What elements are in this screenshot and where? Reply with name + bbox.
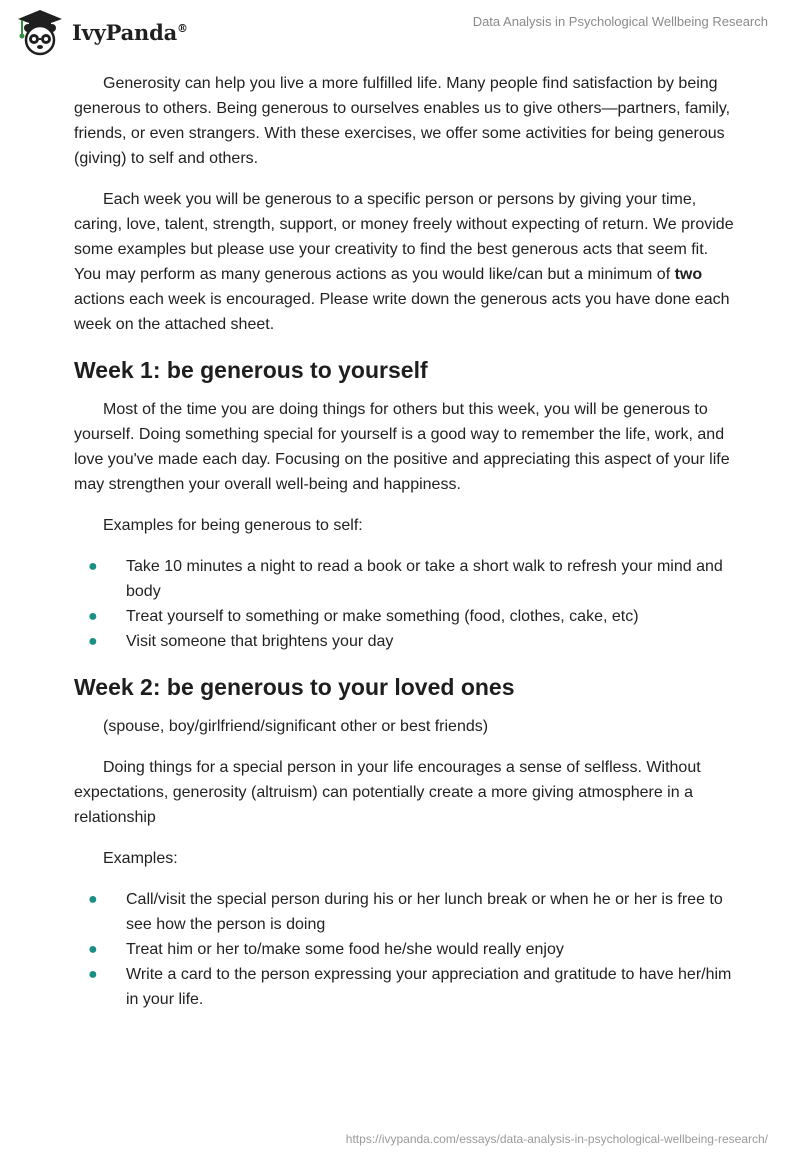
source-url[interactable]: https://ivypanda.com/essays/data-analysis-in-psychological-wellbeing-research/ [345, 1132, 768, 1146]
essay-content [74, 71, 734, 1028]
bullet-dot-icon: ● [88, 966, 98, 983]
week1-examples-list [74, 554, 734, 654]
list-item: ● Call/visit the special person during his or her lunch break or when he or her is free to see how the person is doing [74, 887, 734, 937]
week2-paragraph: Doing things for a special person in your life encourages a sense of selfless. Without expectations, generosity (altruism) can potentially create a more giving atmosphere in a relationship [74, 759, 701, 826]
panda-graduate-icon [14, 8, 66, 56]
list-item: ● Take 10 minutes a night to read a book or take a short walk to refresh your mind and body [74, 554, 734, 604]
week1-paragraph: Most of the time you are doing things for others but this week, you will be generous to yourself. Doing something special for yourself is a good way to remember the life, work, and love you've made each day. Focusing on the positive and appreciating this aspect of your life may strengthen your overall well-being and happiness. [74, 401, 730, 493]
ivypanda-logo[interactable] [14, 8, 188, 56]
week1-examples-label: Examples for being generous to self: [103, 517, 363, 534]
list-item: ● Write a card to the person expressing your appreciation and gratitude to have her/him in your life. [74, 962, 734, 1012]
bullet-dot-icon: ● [88, 941, 98, 958]
week2-note: (spouse, boy/girlfriend/significant other or best friends) [103, 718, 489, 735]
bullet-dot-icon: ● [88, 891, 98, 908]
list-item: ● Visit someone that brightens your day [74, 629, 734, 654]
list-item: ● Treat him or her to/make some food he/she would really enjoy [74, 937, 734, 962]
list-item: ● Treat yourself to something or make something (food, clothes, cake, etc) [74, 604, 734, 629]
week1-heading: Week 1: be generous to yourself [74, 357, 428, 383]
brand-name: IvyPanda® [72, 19, 188, 45]
week2-heading: Week 2: be generous to your loved ones [74, 674, 515, 700]
week2-examples-list [74, 887, 734, 1012]
intro-paragraph: Generosity can help you live a more fulfilled life. Many people find satisfaction by being generous to others. Being generous to ourselves enables us to give others—partners, family, friends, or even strangers. With these exercises, we offer some activities for being generous (giving) to self and others. [74, 75, 731, 167]
bullet-dot-icon: ● [88, 633, 98, 650]
instructions-paragraph: Each week you will be generous to a specific person or persons by giving your time, caring, love, talent, strength, support, or money freely without expecting of return. We provide some examples but please use your creativity to find the best generous acts that seem fit. You may perform as many generous actions as you would like/can but a minimum of two actions each week is encouraged. Please write down the generous acts you have done each week on the attached sheet. [74, 191, 734, 333]
page-header [0, 0, 800, 60]
week2-examples-label: Examples: [103, 850, 178, 867]
document-title: Data Analysis in Psychological Wellbeing Research [472, 14, 768, 29]
emphasis-two: two [674, 266, 703, 283]
bullet-dot-icon: ● [88, 558, 98, 575]
bullet-dot-icon: ● [88, 608, 98, 625]
